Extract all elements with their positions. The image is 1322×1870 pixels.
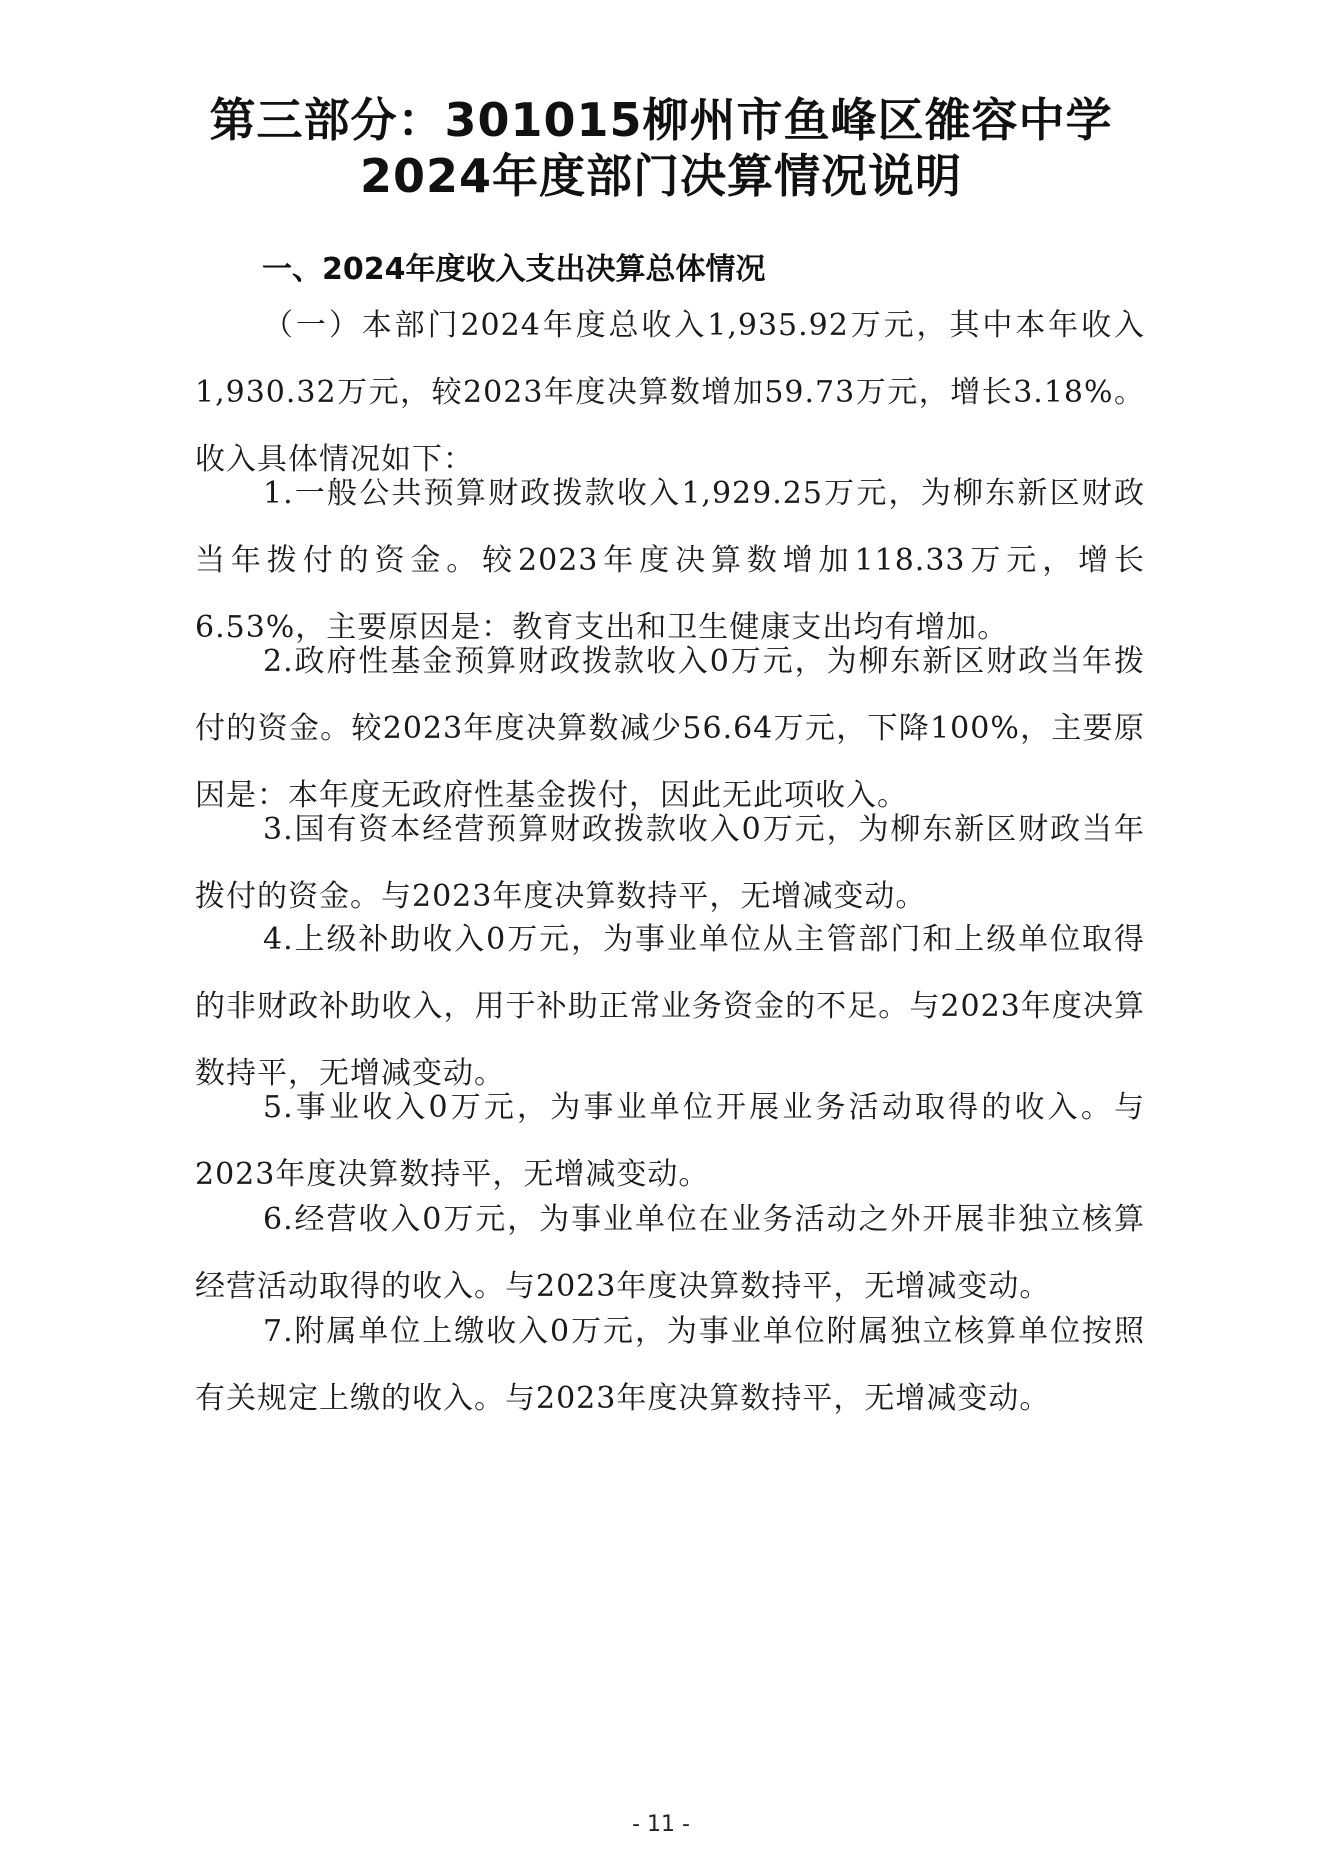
paragraph-item-2: 2.政府性基金预算财政拨款收入0万元，为柳东新区财政当年拨付的资金。较2023年度决算数减少56.64万元，下降100%，主要原因是：本年度无政府性基金拨付，因此无此项收入。 [195, 644, 1145, 813]
paragraph-item-1: 1.一般公共预算财政拨款收入1,929.25万元，为柳东新区财政当年拨付的资金。较2023年度决算数增加118.33万元，增长6.53%，主要原因是：教育支出和卫生健康支出均有增加。 [195, 476, 1145, 645]
page-number: - 11 - [632, 1812, 690, 1837]
paragraph-overview: （一）本部门2024年度总收入1,935.92万元，其中本年收入1,930.32万元，较2023年度决算数增加59.73万元，增长3.18%。收入具体情况如下： [195, 308, 1145, 477]
paragraph-item-5: 5.事业收入0万元，为事业单位开展业务活动取得的收入。与2023年度决算数持平，无增减变动。 [195, 1090, 1145, 1192]
paragraph-item-4: 4.上级补助收入0万元，为事业单位从主管部门和上级单位取得的非财政补助收入，用于补助正常业务资金的不足。与2023年度决算数持平，无增减变动。 [195, 922, 1145, 1091]
document-title-line2: 2024年度部门决算情况说明 [359, 149, 963, 203]
paragraph-item-6: 6.经营收入0万元，为事业单位在业务活动之外开展非独立核算经营活动取得的收入。与2023年度决算数持平，无增减变动。 [195, 1202, 1145, 1304]
paragraph-item-3: 3.国有资本经营预算财政拨款收入0万元，为柳东新区财政当年拨付的资金。与2023年度决算数持平，无增减变动。 [195, 812, 1145, 914]
document-title-line1: 第三部分：301015柳州市鱼峰区雒容中学 [209, 93, 1113, 147]
paragraph-item-7: 7.附属单位上缴收入0万元，为事业单位附属独立核算单位按照有关规定上缴的收入。与2023年度决算数持平，无增减变动。 [195, 1314, 1145, 1416]
section-heading: 一、2024年度收入支出决算总体情况 [262, 252, 766, 287]
